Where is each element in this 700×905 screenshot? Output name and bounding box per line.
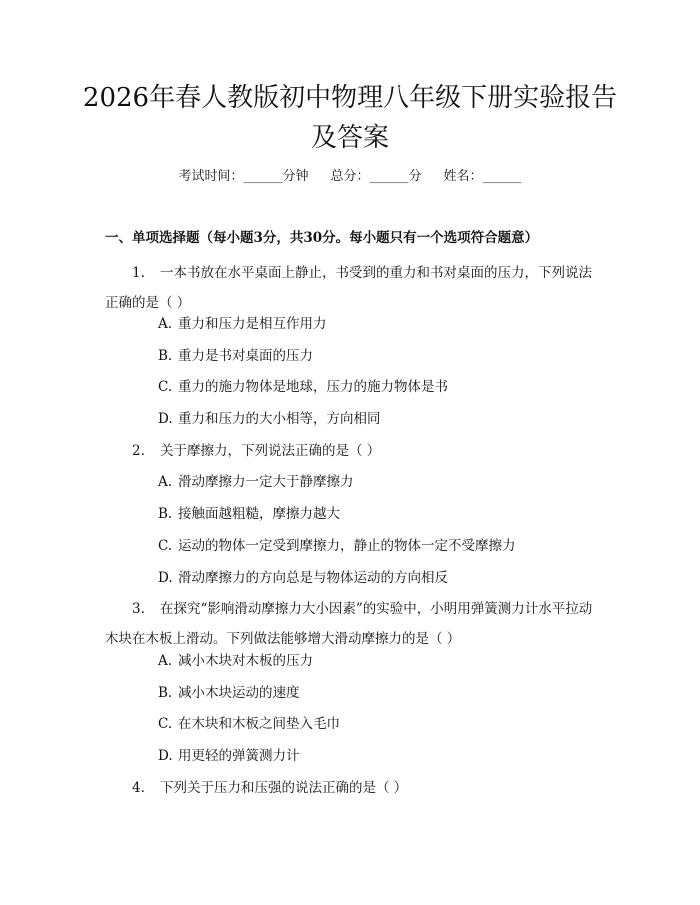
- question-3-option-a: [158, 651, 313, 671]
- option-letter: A.: [158, 474, 173, 490]
- question-text: 在探究“影响滑动摩擦力大小因素”的实验中，小明用弹簧测力计水平拉动木块在木板上滑动。下列做法能够增大滑动摩擦力的是（ ）: [105, 601, 593, 647]
- question-text: 一本书放在水平桌面上静止，书受到的重力和书对桌面的压力，下列说法正确的是（ ）: [105, 265, 592, 311]
- question-text: 关于摩擦力，下列说法正确的是（ ）: [160, 443, 381, 459]
- exam-info-line: [0, 167, 700, 187]
- option-text: 滑动摩擦力的方向总是与物体运动的方向相反: [178, 570, 448, 586]
- option-letter: D.: [158, 748, 173, 764]
- option-text: 重力是书对桌面的压力: [178, 348, 313, 364]
- option-text: 重力和压力的大小相等，方向相同: [178, 411, 381, 427]
- option-letter: B.: [158, 348, 173, 364]
- option-text: 接触面越粗糙，摩擦力越大: [178, 506, 340, 522]
- question-2-option-b: [158, 504, 340, 524]
- option-letter: B.: [158, 506, 173, 522]
- question-number: 2.: [132, 443, 145, 459]
- question-3: [105, 594, 600, 654]
- option-letter: C.: [158, 379, 173, 395]
- option-text: 运动的物体一定受到摩擦力，静止的物体一定不受摩擦力: [178, 538, 516, 554]
- document-title: 2026年春人教版初中物理八年级下册实验报告及答案: [82, 83, 618, 153]
- question-3-option-b: [158, 683, 300, 703]
- option-letter: A.: [158, 653, 173, 669]
- option-text: 减小木块运动的速度: [178, 685, 300, 701]
- question-2-option-d: [158, 568, 448, 588]
- student-name-field: 姓名：______: [443, 169, 522, 184]
- option-text: 减小木块对木板的压力: [178, 653, 313, 669]
- question-number: 1.: [132, 265, 145, 281]
- option-text: 滑动摩擦力一定大于静摩擦力: [178, 474, 354, 490]
- question-3-option-c: [158, 714, 340, 734]
- question-1-option-b: [158, 346, 313, 366]
- option-letter: D.: [158, 570, 173, 586]
- question-2-option-c: [158, 536, 516, 556]
- option-letter: B.: [158, 685, 173, 701]
- question-1: [105, 258, 600, 318]
- question-1-option-a: [158, 314, 327, 334]
- question-text: 下列关于压力和压强的说法正确的是（ ）: [160, 780, 408, 796]
- question-2-option-a: [158, 472, 354, 492]
- section-heading: 一、单项选择题（每小题3分，共30分。每小题只有一个选项符合题意）: [105, 230, 539, 246]
- option-letter: D.: [158, 411, 173, 427]
- question-number: 4.: [132, 780, 145, 796]
- total-score-field: 总分：______分: [330, 169, 422, 184]
- question-1-option-c: [158, 377, 448, 397]
- question-1-option-d: [158, 409, 381, 429]
- option-text: 在木块和木板之间垫入毛巾: [178, 716, 340, 732]
- question-4: [105, 773, 600, 803]
- option-text: 重力的施力物体是地球，压力的施力物体是书: [178, 379, 448, 395]
- option-letter: C.: [158, 538, 173, 554]
- option-letter: C.: [158, 716, 173, 732]
- question-3-option-d: [158, 746, 300, 766]
- question-number: 3.: [132, 601, 145, 617]
- option-text: 用更轻的弹簧测力计: [178, 748, 300, 764]
- question-2: [105, 436, 600, 466]
- exam-time-field: 考试时间：______分钟: [178, 169, 309, 184]
- option-letter: A.: [158, 316, 173, 332]
- option-text: 重力和压力是相互作用力: [178, 316, 327, 332]
